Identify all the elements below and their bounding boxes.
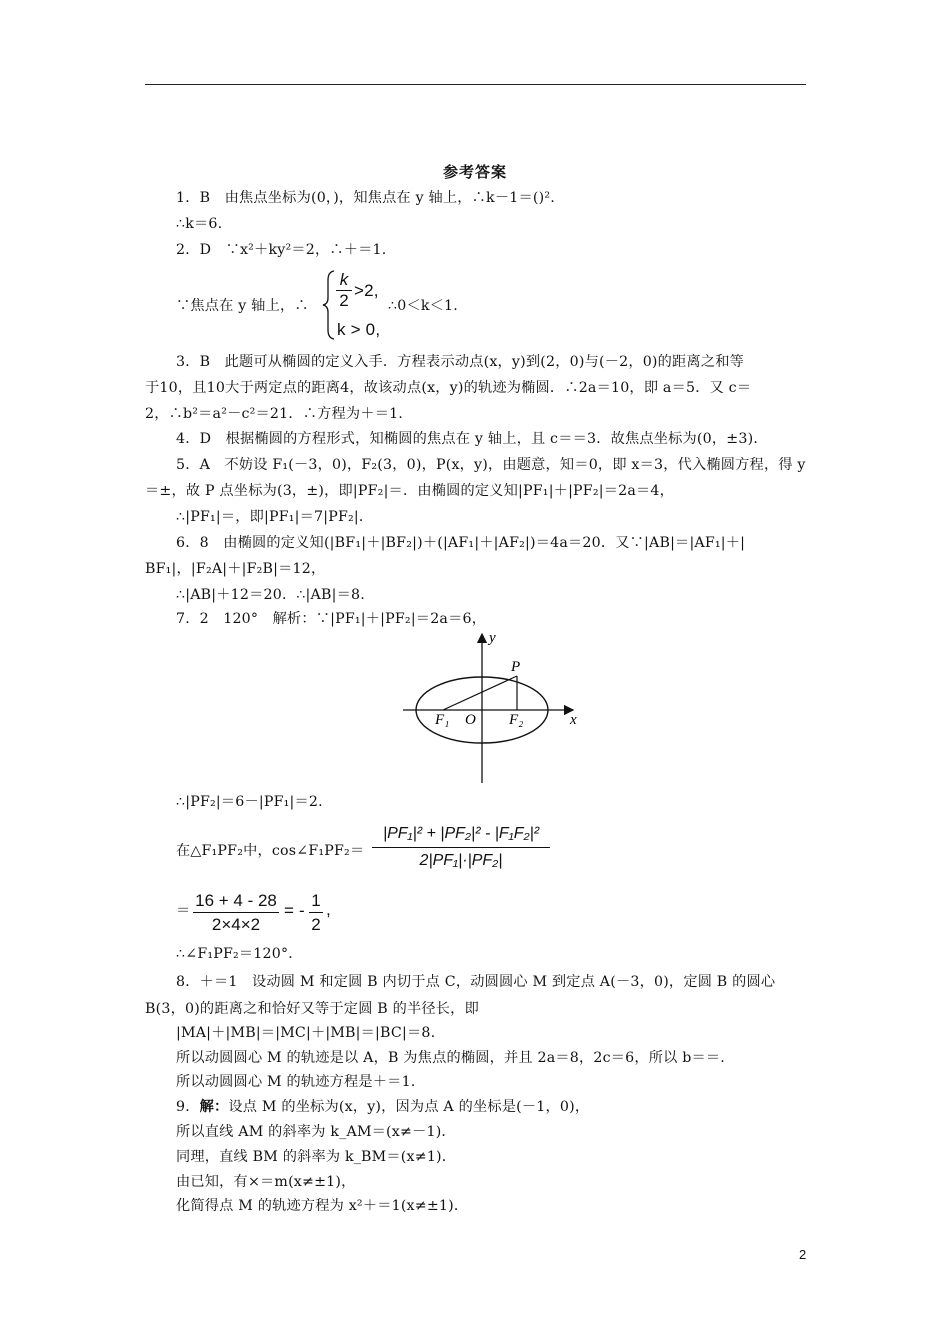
answer-2-line-1: 2．D ∵x²＋ky²＝2，∴＋＝1.: [176, 242, 387, 258]
system-top-denominator: 2: [336, 290, 352, 311]
value-fraction-2: [309, 889, 323, 936]
page-number: 2: [799, 1247, 807, 1262]
cos-numerator: |PF₁|² + |PF₂|² - |F₁F₂|²: [382, 825, 540, 842]
answer-6-line-3: ∴|AB|＋12＝20．∴|AB|＝8.: [176, 587, 365, 603]
answer-9-line-4: 由已知，有×＝m(x≠±1)，: [176, 1174, 356, 1190]
ellipse-figure: [395, 628, 595, 786]
value-equals: = -: [284, 901, 305, 920]
answer-8-line-2: B(3，0)的距离之和恰好又等于定圆 B 的半径长，即: [145, 1001, 479, 1017]
answer-8-line-1: 8．＋＝1 设动圆 M 和定圆 B 内切于点 C，动圆圆心 M 到定点 A(－3，0)，定圆 B 的圆心: [176, 974, 776, 990]
focus1-label: F₁: [435, 712, 450, 728]
answer-6-line-1: 6．8 由椭圆的定义知(|BF₁|＋|BF₂|)＋(|AF₁|＋|AF₂|)＝4a＝20．又∵|AB|＝|AF₁|＋|: [176, 535, 746, 551]
answer-3-line-2: 于10，且10大于两定点的距离4，故该动点(x，y)的轨迹为椭圆．∴2a＝10，即 a＝5．又 c＝: [145, 380, 752, 396]
answer-5-line-2: ＝±，故 P 点坐标为(3，±)，即|PF₂|＝．由椭圆的定义知|PF₁|＋|PF₂|＝2a＝4，: [145, 483, 674, 499]
answer-7-cos-label: 在△F₁PF₂中，cos∠F₁PF₂＝: [176, 843, 365, 859]
value-numerator-2: 1: [311, 891, 321, 910]
system-top-rest: >2,: [354, 281, 379, 300]
y-axis-label: y: [489, 630, 496, 646]
header-rule: [145, 84, 806, 85]
system-top-fraction: [336, 270, 352, 311]
answer-2-line-2: ∵焦点在 y 轴上，∴: [176, 298, 309, 314]
answer-9-line-2: 所以直线 AM 的斜率为 k_AM＝(x≠－1)．: [176, 1124, 456, 1140]
answer-7-line-2: ∴|PF₂|＝6－|PF₁|＝2.: [176, 794, 323, 810]
answer-5-line-3: ∴|PF₁|＝，即|PF₁|＝7|PF₂|．: [176, 509, 374, 525]
system-top-numerator: k: [339, 270, 349, 289]
answer-4-line-1: 4．D 根据椭圆的方程形式，知椭圆的焦点在 y 轴上，且 c＝＝3．故焦点坐标为(0，±3)．: [176, 431, 768, 447]
answer-2-result: ∴0＜k＜1.: [388, 298, 458, 314]
point-p-label: P: [511, 659, 521, 675]
x-axis-label: x: [570, 712, 577, 728]
answer-1-line-2: ∴k＝6.: [176, 216, 223, 232]
section-title: 参考答案: [442, 163, 507, 181]
answer-1-line-1: 1．B 由焦点坐标为(0，)，知焦点在 y 轴上，∴k－1＝()².: [176, 190, 555, 206]
answer-7-eq-prefix: ＝: [176, 903, 191, 919]
answer-9-number: 9．: [176, 1099, 200, 1115]
answer-9-line-1-text: 设点 M 的坐标为(x，y)，因为点 A 的坐标是(－1，0)，: [228, 1099, 590, 1115]
answer-8-line-5: 所以动圆圆心 M 的轨迹方程是＋＝1.: [176, 1074, 416, 1090]
origin-label: O: [465, 712, 476, 728]
answer-7-line-1: 7．2 120° 解析：∵|PF₁|＋|PF₂|＝2a＝6，: [176, 611, 487, 627]
left-brace-icon: [322, 270, 336, 340]
value-denominator-1: 2×4×2: [193, 912, 279, 936]
answer-3-line-3: 2，∴b²＝a²－c²＝21．∴方程为＋＝1.: [145, 406, 404, 422]
answer-8-line-4: 所以动圆圆心 M 的轨迹是以 A，B 为焦点的椭圆，并且 2a＝8，2c＝6，所以 b＝＝.: [176, 1050, 725, 1066]
focus2-label: F₂: [509, 712, 524, 728]
cos-denominator: 2|PF₁|·|PF₂|: [372, 847, 550, 874]
value-denominator-2: 2: [309, 912, 323, 936]
answer-9-line-5: 化简得点 M 的轨迹方程为 x²＋＝1(x≠±1)．: [176, 1198, 469, 1214]
answer-9-solution-label: 解：: [199, 1099, 229, 1115]
answer-7-line-5: ∴∠F₁PF₂＝120°．: [176, 946, 303, 962]
value-fraction-1: [193, 889, 279, 936]
answer-3-line-1: 3．B 此题可从椭圆的定义入手．方程表示动点(x，y)到(2，0)与(－2，0)的距离之和等: [176, 354, 744, 370]
answer-6-line-2: BF₁|，|F₂A|＋|F₂B|＝12，: [145, 561, 326, 577]
value-numerator-1: 16 + 4 - 28: [195, 891, 277, 910]
segment-f1-p: [443, 676, 517, 710]
system-bottom: k > 0,: [337, 320, 381, 339]
answer-8-line-3: |MA|＋|MB|＝|MC|＋|MB|＝|BC|＝8.: [176, 1025, 436, 1041]
answer-9-line-1: [176, 1098, 589, 1116]
answer-9-line-3: 同理，直线 BM 的斜率为 k_BM＝(x≠1)．: [176, 1149, 457, 1165]
answer-5-line-1: 5．A 不妨设 F₁(－3，0)，F₂(3，0)，P(x，y)，由题意，知＝0，即 x＝3，代入椭圆方程，得 y: [176, 457, 806, 473]
value-tail: ,: [326, 900, 331, 919]
cos-fraction: [372, 821, 550, 874]
